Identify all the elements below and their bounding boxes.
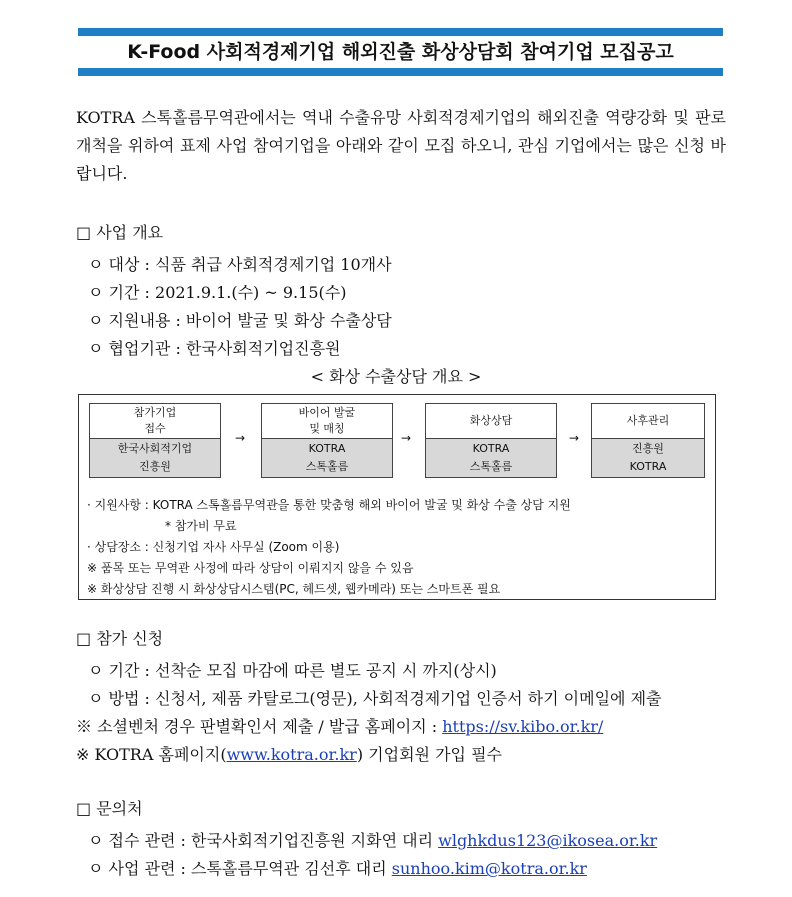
flow-note-place: · 상담장소 : 신청기업 자사 사무실 (Zoom 이용) <box>87 540 340 554</box>
flow-note-system: ※ 화상상담 진행 시 화상상담시스템(PC, 헤드셋, 웹카메라) 또는 스마트폰 필요 <box>87 582 501 596</box>
note-text: ※ KOTRA 홈페이지( <box>76 745 227 764</box>
flow-arrow: → <box>401 431 412 445</box>
contact-text: ㅇ 사업 관련 : 스톡홀름무역관 김선후 대리 <box>88 859 392 878</box>
step-label: 사후관리 <box>626 414 670 427</box>
title-bar-top <box>78 28 723 36</box>
intro-paragraph: KOTRA 스톡홀름무역관에서는 역내 수출유망 사회적경제기업의 해외진출 역량강화 및 판로개척을 위하여 표제 사업 참여기업을 아래와 같이 모집 하오니, 관심 기업에서는 많은 신청 바랍니다. <box>76 108 726 183</box>
note-text: ) 기업회원 가입 필수 <box>356 745 502 764</box>
apply-item-method: ㅇ 방법 : 신청서, 제품 카탈로그(영문), 사회적경제기업 인증서 하기 이메일에 제출 <box>88 689 662 708</box>
flow-step-consultation <box>425 403 557 478</box>
flow-step-matching <box>261 403 393 478</box>
flow-step-followup <box>591 403 705 478</box>
step-label: 및 매칭 <box>309 422 345 435</box>
apply-note-kotra <box>76 744 502 766</box>
step-label: 화상상담 <box>469 414 513 427</box>
overview-item-period: ㅇ 기간 : 2021.9.1.(수) ~ 9.15(수) <box>88 283 347 302</box>
overview-heading: □ 사업 개요 <box>76 223 164 242</box>
contact-email-link[interactable]: sunhoo.kim@kotra.or.kr <box>391 859 587 878</box>
step-label: 참가기업 <box>133 406 177 419</box>
contact-email-link[interactable]: wlghkdus123@ikosea.or.kr <box>438 831 658 850</box>
overview-item-partner: ㅇ 협업기관 : 한국사회적기업진흥원 <box>88 339 341 358</box>
step-label: 접수 <box>144 422 166 435</box>
step-org: 진흥원 <box>139 460 171 473</box>
flow-step-registration <box>89 403 221 478</box>
contact-item-registration <box>88 830 657 852</box>
step-label: 바이어 발굴 <box>298 406 356 419</box>
step-org: 진흥원 <box>632 442 664 455</box>
flow-arrow: → <box>235 431 246 445</box>
contact-text: ㅇ 접수 관련 : 한국사회적기업진흥원 지화연 대리 <box>88 831 439 850</box>
flow-arrow: → <box>569 431 580 445</box>
apply-item-period: ㅇ 기간 : 선착순 모집 마감에 따른 별도 공지 시 까지(상시) <box>88 661 497 680</box>
kibo-link[interactable]: https://sv.kibo.or.kr/ <box>442 717 604 736</box>
contact-heading: □ 문의처 <box>76 799 143 818</box>
step-org: 스톡홀름 <box>469 460 513 473</box>
apply-heading: □ 참가 신청 <box>76 629 164 648</box>
step-org: KOTRA <box>472 442 510 455</box>
flow-box <box>78 394 716 600</box>
kotra-link[interactable]: www.kotra.or.kr <box>226 745 357 764</box>
page-title: K-Food 사회적경제기업 해외진출 화상상담회 참여기업 모집공고 <box>127 41 674 63</box>
flow-note-free: * 참가비 무료 <box>165 519 237 533</box>
apply-note-socialventure <box>76 716 603 738</box>
step-org: 스톡홀름 <box>305 460 349 473</box>
title-bar-bottom <box>78 68 723 76</box>
contact-item-business <box>88 858 587 880</box>
note-text: ※ 소셜벤처 경우 판별확인서 제출 / 발급 홈페이지 : <box>76 717 443 736</box>
flow-note-support: · 지원사항 : KOTRA 스톡홀름무역관을 통한 맞춤형 해외 바이어 발굴 및 화상 수출 상담 지원 <box>87 498 571 512</box>
overview-item-support: ㅇ 지원내용 : 바이어 발굴 및 화상 수출상담 <box>88 311 392 330</box>
flow-note-item: ※ 품목 또는 무역관 사정에 따라 상담이 이뤄지지 않을 수 있음 <box>87 561 414 575</box>
step-org: 한국사회적기업 <box>117 442 193 455</box>
step-org: KOTRA <box>308 442 346 455</box>
step-org: KOTRA <box>629 460 667 473</box>
overview-item-target: ㅇ 대상 : 식품 취급 사회적경제기업 10개사 <box>88 255 392 274</box>
flow-caption: < 화상 수출상담 개요 > <box>310 367 482 386</box>
